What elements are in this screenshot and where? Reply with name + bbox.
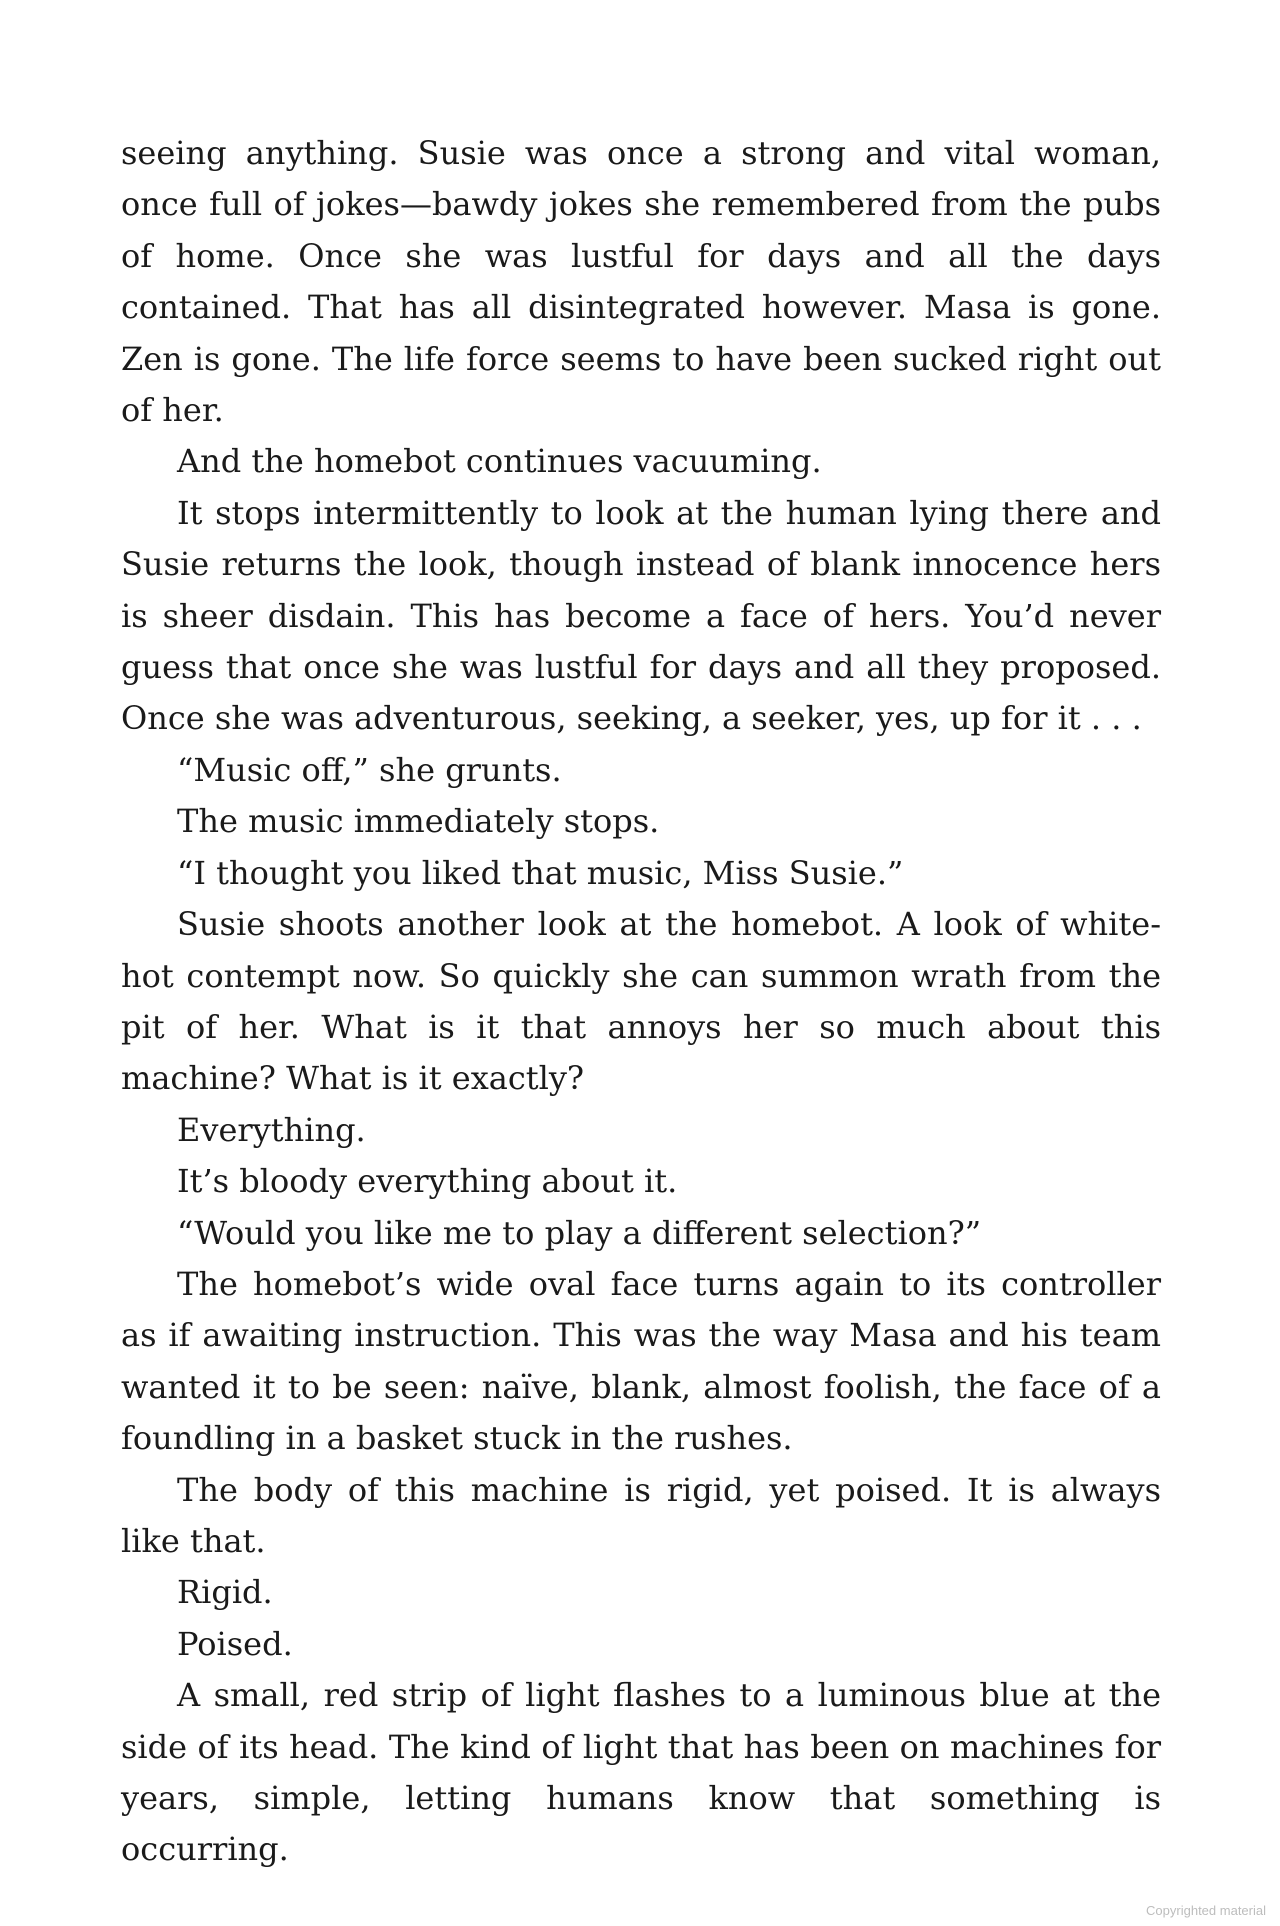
paragraph: “Music off,” she grunts. bbox=[177, 750, 562, 789]
copyright-watermark: Copyrighted material bbox=[1146, 1903, 1266, 1918]
paragraph: Everything. bbox=[177, 1110, 366, 1149]
paragraph: The homebot’s wide oval face turns again to its controller as if awaiting instruction. This was the way Masa and his team wanted it to be seen: naïve, blank, almost foolish, the face of a foundling in a basket stuck in the rushes. bbox=[121, 1264, 1161, 1458]
paragraph: Susie shoots another look at the homebot. A look of white-hot contempt now. So quickly she can summon wrath from the pit of her. What is it that annoys her so much about this machine? What is it exactly? bbox=[121, 905, 1161, 1098]
paragraph: Poised. bbox=[177, 1624, 293, 1663]
page-body bbox=[121, 128, 1161, 1876]
paragraph: The body of this machine is rigid, yet poised. It is always like that. bbox=[121, 1470, 1161, 1560]
paragraph: A small, red strip of light flashes to a luminous blue at the side of its head. The kind of light that has been on machines for years, simple, letting humans know that something is occurring. bbox=[121, 1676, 1161, 1869]
paragraph: “Would you like me to play a different selection?” bbox=[177, 1213, 982, 1252]
paragraph: It stops intermittently to look at the human lying there and Susie returns the look, though instead of blank innocence hers is sheer disdain. This has become a face of hers. You’d never guess that once she was lustful for days and all they proposed. Once she was adventurous, seeking, a seeker, yes, up for it . . . bbox=[121, 493, 1161, 738]
paragraph: And the homebot continues vacuuming. bbox=[177, 442, 822, 481]
paragraph: “I thought you liked that music, Miss Susie.” bbox=[177, 853, 904, 892]
paragraph: seeing anything. Susie was once a strong and vital woman, once full of jokes—bawdy jokes she remembered from the pubs of home. Once she was lustful for days and all the days contained. That has all disintegrated however. Masa is gone. Zen is gone. The life force seems to have been sucked right out of her. bbox=[121, 134, 1161, 430]
paragraph: The music immediately stops. bbox=[177, 802, 660, 841]
paragraph: Rigid. bbox=[177, 1573, 273, 1612]
paragraph: It’s bloody everything about it. bbox=[177, 1162, 678, 1201]
